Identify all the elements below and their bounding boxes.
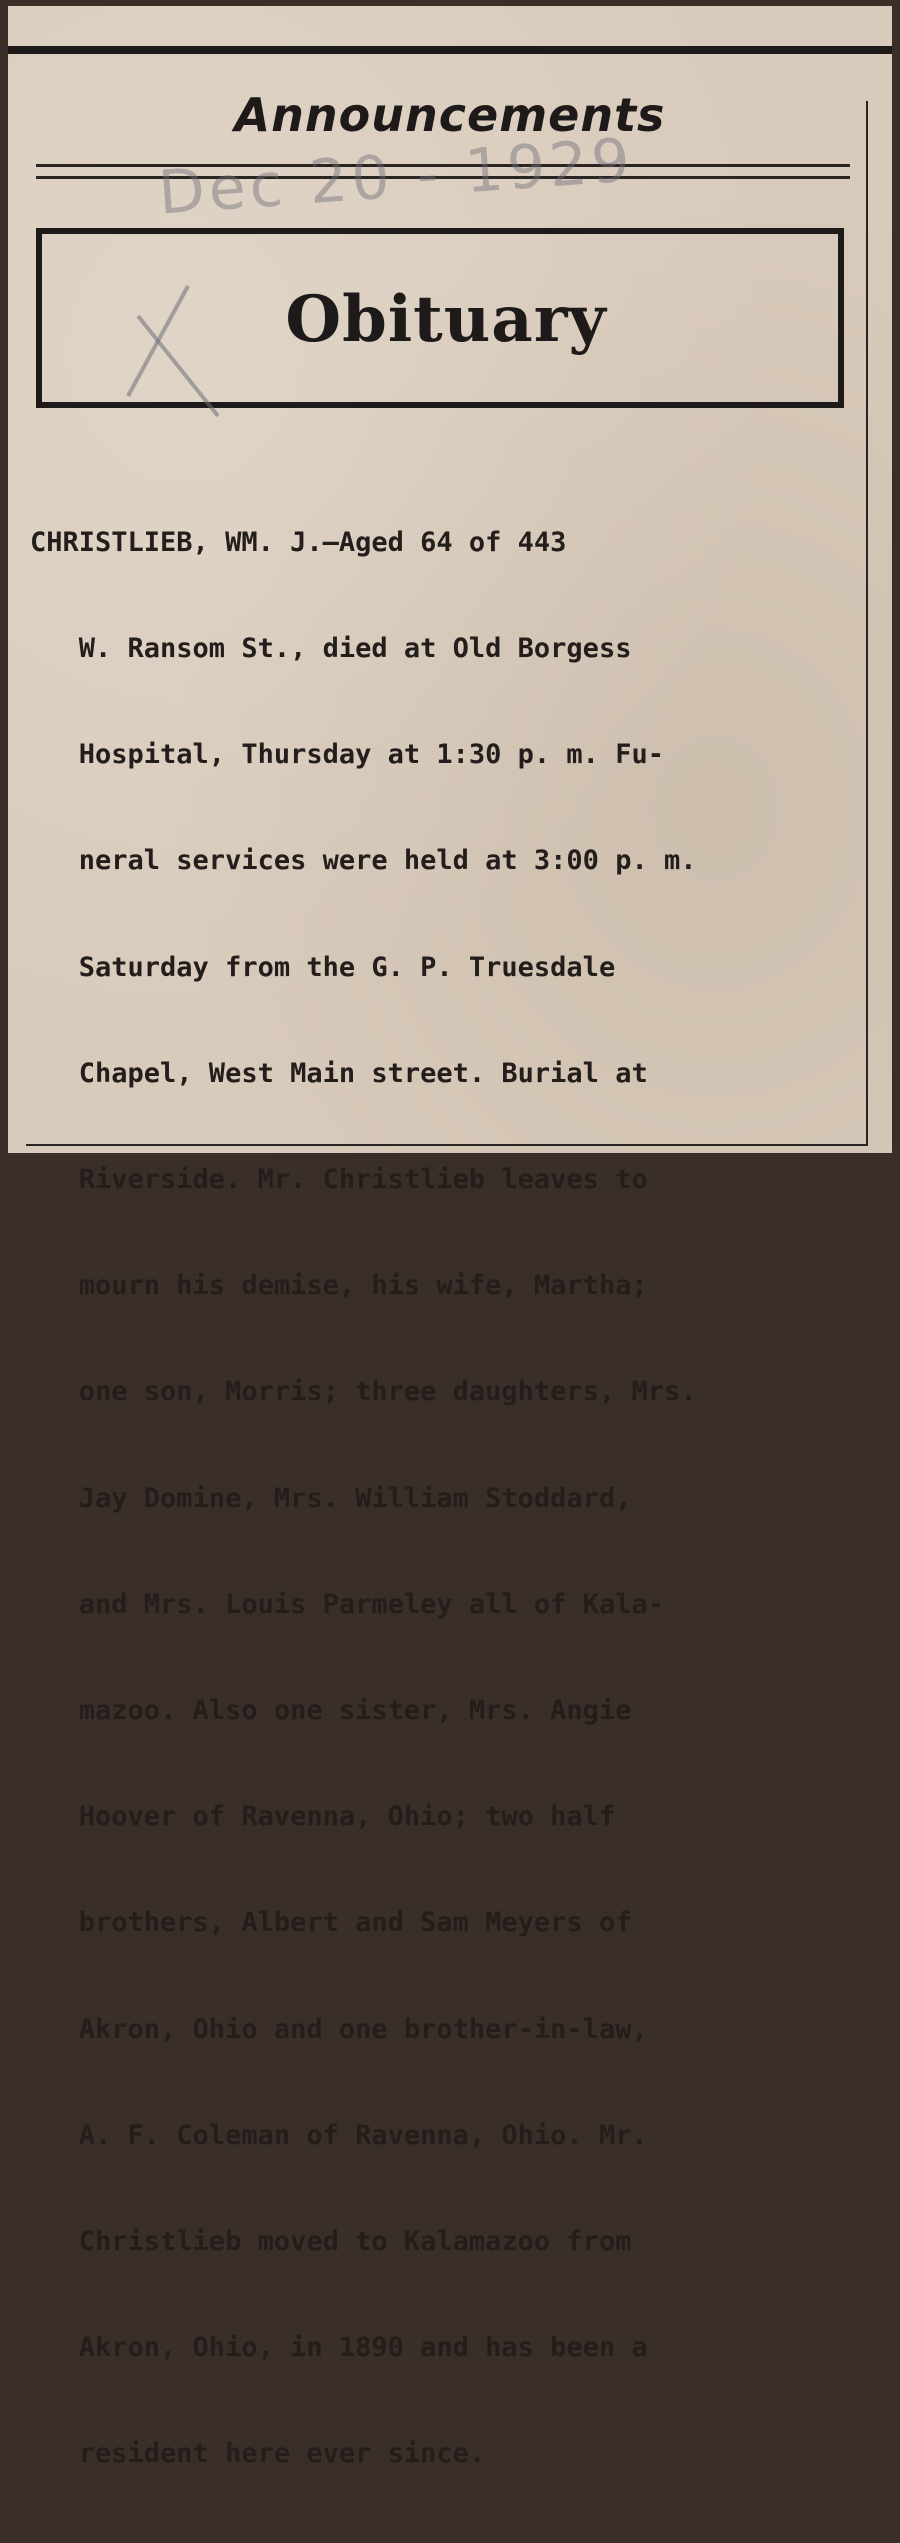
obituary-line: Chapel, West Main street. Burial at	[30, 1057, 648, 1089]
obituary-line: Akron, Ohio, in 1890 and has been a	[30, 2332, 648, 2364]
obituary-line: and Mrs. Louis Parmeley all of Kala-	[30, 1588, 664, 1620]
obituary-line: W. Ransom St., died at Old Borgess	[30, 633, 632, 665]
bottom-rule	[26, 1144, 866, 1146]
obituary-line: Akron, Ohio and one brother-in-law,	[30, 2013, 648, 2045]
obituary-line: CHRISTLIEB, WM. J.—Aged 64 of 443	[30, 526, 567, 558]
obituary-line: neral services were held at 3:00 p. m.	[30, 845, 697, 877]
obituary-line: Hoover of Ravenna, Ohio; two half	[30, 1801, 616, 1833]
pencil-date-annotation: Dec 20 - 1929	[156, 125, 636, 229]
obituary-line: Jay Domine, Mrs. William Stoddard,	[30, 1482, 632, 1514]
newspaper-clipping	[8, 6, 892, 2470]
obituary-line: resident here ever since.	[30, 2438, 486, 2470]
obituary-line: Riverside. Mr. Christlieb leaves to	[30, 1164, 648, 1196]
obituary-line: mazoo. Also one sister, Mrs. Angie	[30, 1695, 632, 1727]
obituary-line: brothers, Albert and Sam Meyers of	[30, 1907, 632, 1939]
obituary-title: Obituary	[285, 282, 607, 357]
obituary-body	[30, 454, 866, 2543]
obituary-line: one son, Morris; three daughters, Mrs.	[30, 1376, 697, 1408]
section-heading: Announcements	[234, 88, 666, 142]
obituary-line: Hospital, Thursday at 1:30 p. m. Fu-	[30, 739, 664, 771]
top-rule	[8, 46, 892, 54]
obituary-line: mourn his demise, his wife, Martha;	[30, 1270, 648, 1302]
obituary-line: Saturday from the G. P. Truesdale	[30, 951, 616, 983]
obituary-line: Christlieb moved to Kalamazoo from	[30, 2226, 632, 2258]
pencil-x-mark-icon	[108, 276, 228, 426]
column-rule	[866, 101, 868, 1146]
obituary-line: A. F. Coleman of Ravenna, Ohio. Mr.	[30, 2119, 648, 2151]
